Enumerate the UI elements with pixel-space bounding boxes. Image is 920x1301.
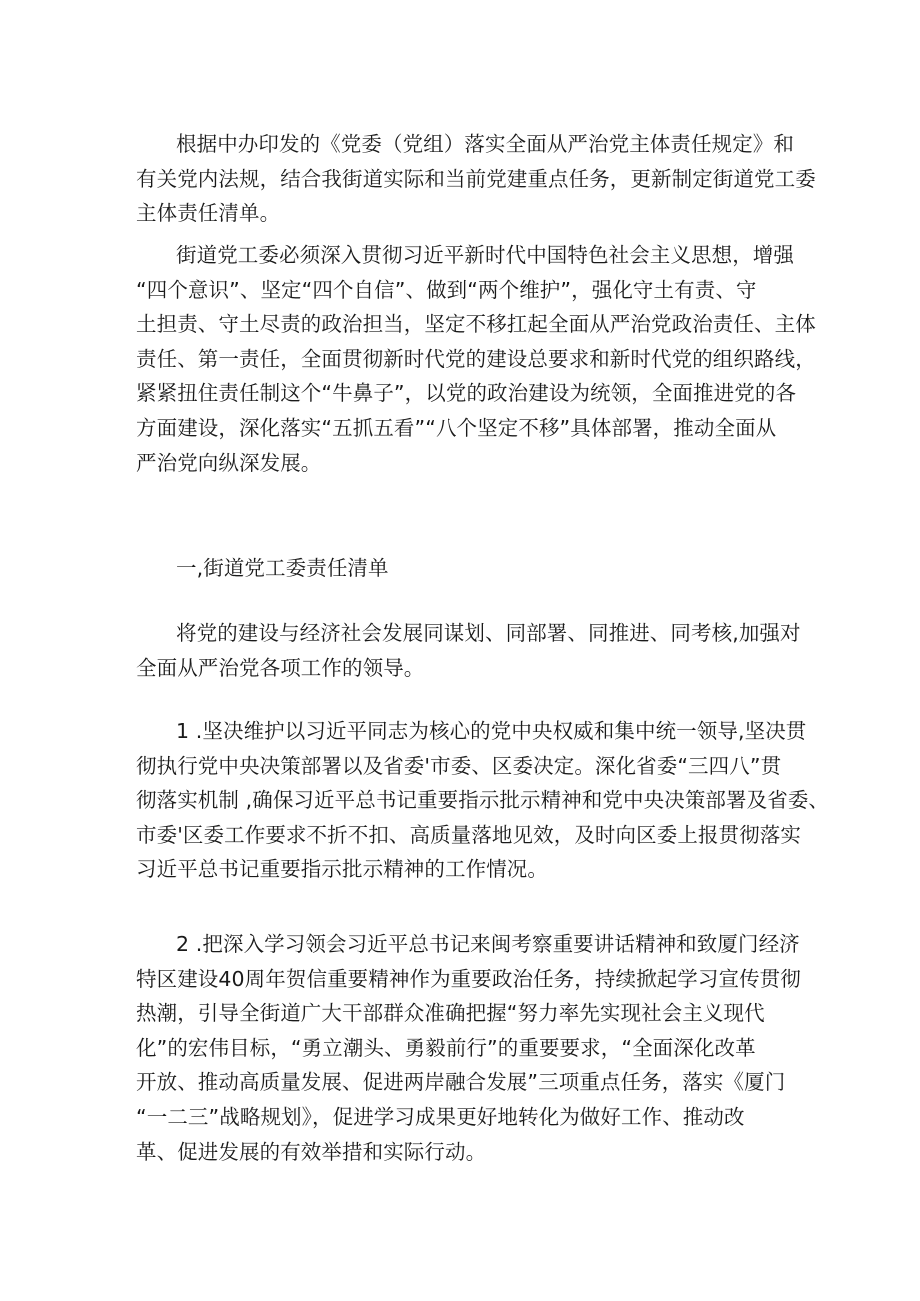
text-line: 习近平总书记重要指示批示精神的工作情况。 <box>136 857 548 882</box>
text-line: 将党的建设与经济社会发展同谋划、同部署、同推进、同考核,加强对 <box>176 621 801 645</box>
text-line: 2 .把深入学习领会习近平总书记来闽考察重要讲话精神和致厦门经济 <box>176 932 800 956</box>
text-line: “一二三”战略规划》，促进学习成果更好地转化为做好工作、推动改 <box>136 1104 745 1129</box>
text-line: 1 .坚决维护以习近平同志为核心的党中央权威和集中统一领导,坚决贯 <box>176 719 807 743</box>
text-line: 紧紧扭住责任制这个“牛鼻子”，以党的政治建设为统领，全面推进党的各 <box>136 381 797 406</box>
text-line: 责任、第一责任，全面贯彻新时代党的建设总要求和新时代党的组织路线， <box>136 346 816 371</box>
intro-paragraph <box>136 127 836 231</box>
text-line: 街道党工委必须深入贯彻习近平新时代中国特色社会主义思想，增强 <box>176 243 794 267</box>
text-line: 主体责任清单。 <box>136 201 281 226</box>
section-intro-paragraph <box>136 616 836 685</box>
text-line: 有关党内法规，结合我街道实际和当前党建重点任务，更新制定街道党工委 <box>136 166 816 191</box>
text-line: 市委'区委工作要求不折不扣、高质量落地见效，及时向区委上报贯彻落实 <box>136 822 801 847</box>
text-line: 根据中办印发的《党委（党组）落实全面从严治党主体责任规定》和 <box>176 132 794 156</box>
text-line: “四个意识”、坚定“四个自信”、做到“两个维护”，强化守土有责、守 <box>136 277 757 302</box>
requirement-paragraph <box>136 238 836 480</box>
text-line: 严治党向纵深发展。 <box>136 450 322 475</box>
list-item-1 <box>136 714 836 887</box>
text-line: 土担责、守土尽责的政治担当，坚定不移扛起全面从严治党政治责任、主体 <box>136 312 816 337</box>
text-line: 开放、推动高质量发展、促进两岸融合发展”三项重点任务，落实《厦门 <box>136 1070 786 1095</box>
text-line: 彻落实机制 ,确保习近平总书记重要指示批示精神和党中央决策部署及省委、 <box>136 788 830 813</box>
text-line: 化”的宏伟目标，“勇立潮头、勇毅前行”的重要要求，“全面深化改革 <box>136 1035 756 1060</box>
text-line: 彻执行党中央决策部署以及省委'市委、区委决定。深化省委“三四八”贯 <box>136 753 782 778</box>
list-item-2 <box>136 927 836 1169</box>
text-line: 热潮，引导全街道广大干部群众准确把握“努力率先实现社会主义现代 <box>136 1001 765 1026</box>
heading-line: 一,街道党工委责任清单 <box>176 556 389 580</box>
text-line: 特区建设40周年贺信重要精神作为重要政治任务，持续掀起学习宣传贯彻 <box>136 966 801 991</box>
text-line: 全面从严治党各项工作的领导。 <box>136 655 425 680</box>
text-line: 方面建设，深化落实“五抓五看”“八个坚定不移”具体部署，推动全面从 <box>136 415 777 440</box>
section-heading <box>136 551 836 586</box>
text-line: 革、促进发展的有效举措和实际行动。 <box>136 1139 487 1164</box>
